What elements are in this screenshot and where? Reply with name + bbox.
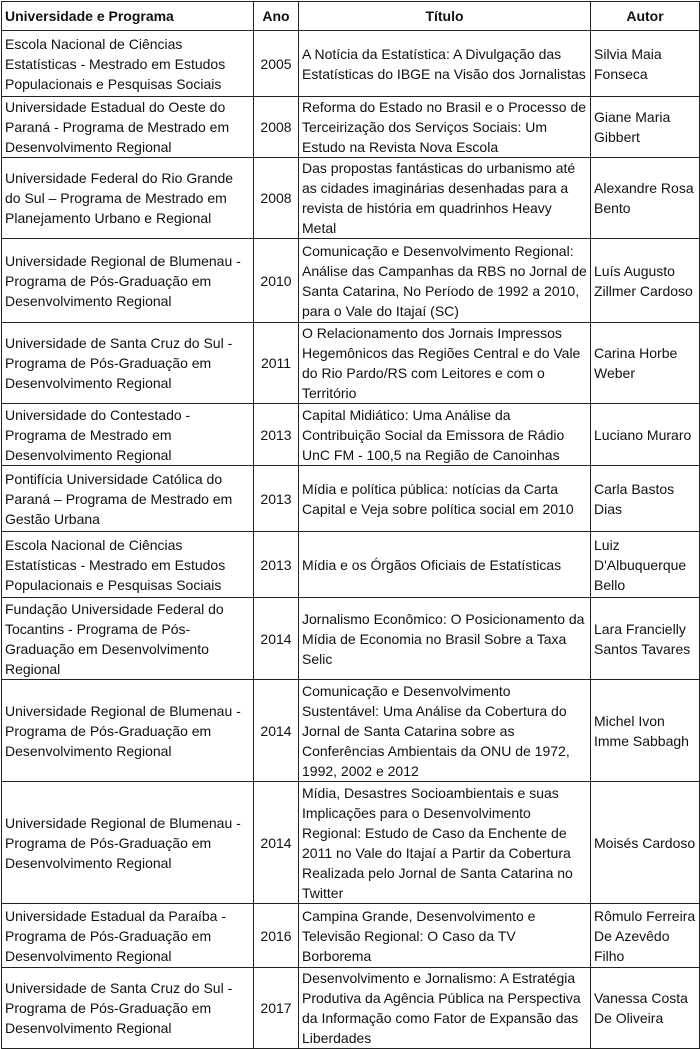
cell-titulo: Mídia e os Órgãos Oficiais de Estatísticas	[299, 532, 591, 598]
cell-ano: 2014	[254, 782, 299, 904]
cell-titulo: Mídia e política pública: notícias da Carta Capital e Veja sobre política social em 2010	[299, 466, 591, 532]
cell-universidade: Fundação Universidade Federal do Tocantins - Programa de Pós-Graduação em Desenvolvimento Regional	[2, 598, 254, 680]
table-row	[2, 158, 700, 239]
cell-autor: Michel Ivon Imme Sabbagh	[591, 680, 700, 782]
cell-titulo: Das propostas fantásticas do urbanismo até as cidades imaginárias desenhadas para a revista de história em quadrinhos Heavy Metal	[299, 158, 591, 239]
cell-autor: Luciano Muraro	[591, 404, 700, 466]
cell-universidade: Universidade Regional de Blumenau - Programa de Pós-Graduação em Desenvolvimento Regional	[2, 680, 254, 782]
table-row	[2, 97, 700, 158]
cell-universidade: Universidade do Contestado - Programa de Mestrado em Desenvolvimento Regional	[2, 404, 254, 466]
cell-autor: Luís Augusto Zillmer Cardoso	[591, 239, 700, 323]
cell-autor: Alexandre Rosa Bento	[591, 158, 700, 239]
header-row	[2, 2, 700, 31]
cell-titulo: Campina Grande, Desenvolvimento e Televisão Regional: O Caso da TV Borborema	[299, 904, 591, 968]
cell-universidade: Universidade de Santa Cruz do Sul - Programa de Pós-Graduação em Desenvolvimento Regional	[2, 968, 254, 1049]
cell-ano: 2013	[254, 404, 299, 466]
table-row	[2, 31, 700, 97]
cell-titulo: O Relacionamento dos Jornais Impressos Hegemônicos das Regiões Central e do Vale do Rio Pardo/RS com Leitores e com o Território	[299, 323, 591, 404]
cell-ano: 2014	[254, 598, 299, 680]
cell-autor: Moisés Cardoso	[591, 782, 700, 904]
table-row	[2, 968, 700, 1049]
header-titulo: Título	[299, 2, 591, 31]
cell-autor: Vanessa Costa De Oliveira	[591, 968, 700, 1049]
cell-ano: 2010	[254, 239, 299, 323]
cell-universidade: Universidade Regional de Blumenau - Programa de Pós-Graduação em Desenvolvimento Regional	[2, 782, 254, 904]
cell-autor: Carla Bastos Dias	[591, 466, 700, 532]
cell-titulo: Capital Midiático: Uma Análise da Contribuição Social da Emissora de Rádio UnC FM - 100,5 na Região de Canoinhas	[299, 404, 591, 466]
cell-ano: 2008	[254, 158, 299, 239]
cell-autor: Silvia Maia Fonseca	[591, 31, 700, 97]
cell-autor: Rômulo Ferreira De Azevêdo Filho	[591, 904, 700, 968]
header-universidade: Universidade e Programa	[2, 2, 254, 31]
table-row	[2, 680, 700, 782]
cell-autor: Lara Francielly Santos Tavares	[591, 598, 700, 680]
table-row	[2, 782, 700, 904]
cell-ano: 2005	[254, 31, 299, 97]
cell-universidade: Universidade de Santa Cruz do Sul - Programa de Pós-Graduação em Desenvolvimento Regional	[2, 323, 254, 404]
table-row	[2, 532, 700, 598]
table-row	[2, 239, 700, 323]
header-ano: Ano	[254, 2, 299, 31]
cell-ano: 2014	[254, 680, 299, 782]
header-autor: Autor	[591, 2, 700, 31]
cell-autor: Carina Horbe Weber	[591, 323, 700, 404]
cell-ano: 2011	[254, 323, 299, 404]
cell-titulo: Reforma do Estado no Brasil e o Processo de Terceirização dos Serviços Sociais: Um Estudo na Revista Nova Escola	[299, 97, 591, 158]
table-row	[2, 466, 700, 532]
cell-autor: Luiz D'Albuquerque Bello	[591, 532, 700, 598]
cell-ano: 2016	[254, 904, 299, 968]
cell-universidade: Universidade Estadual da Paraíba - Programa de Pós-Graduação em Desenvolvimento Regional	[2, 904, 254, 968]
cell-titulo: Jornalismo Econômico: O Posicionamento da Mídia de Economia no Brasil Sobre a Taxa Selic	[299, 598, 591, 680]
cell-titulo: Mídia, Desastres Socioambientais e suas Implicações para o Desenvolvimento Regional: Estudo de Caso da Enchente de 2011 no Vale do Itajaí a Partir da Cobertura Realizada pelo Jornal de Santa Catarina no Twitter	[299, 782, 591, 904]
cell-ano: 2013	[254, 532, 299, 598]
cell-autor: Giane Maria Gibbert	[591, 97, 700, 158]
cell-titulo: Comunicação e Desenvolvimento Sustentável: Uma Análise da Cobertura do Jornal de Santa Catarina sobre as Conferências Ambientais da ONU de 1972, 1992, 2002 e 2012	[299, 680, 591, 782]
cell-ano: 2008	[254, 97, 299, 158]
cell-universidade: Pontifícia Universidade Católica do Paraná – Programa de Mestrado em Gestão Urbana	[2, 466, 254, 532]
cell-universidade: Escola Nacional de Ciências Estatísticas - Mestrado em Estudos Populacionais e Pesquisas Sociais	[2, 31, 254, 97]
table-row	[2, 323, 700, 404]
table-row	[2, 598, 700, 680]
cell-titulo: Comunicação e Desenvolvimento Regional: Análise das Campanhas da RBS no Jornal de Santa Catarina, No Período de 1992 a 2010, para o Vale do Itajaí (SC)	[299, 239, 591, 323]
cell-titulo: Desenvolvimento e Jornalismo: A Estratégia Produtiva da Agência Pública na Perspectiva da Informação como Fator de Expansão das Liberdades	[299, 968, 591, 1049]
cell-titulo: A Notícia da Estatística: A Divulgação das Estatísticas do IBGE na Visão dos Jornalistas	[299, 31, 591, 97]
table-row	[2, 404, 700, 466]
cell-universidade: Escola Nacional de Ciências Estatísticas - Mestrado em Estudos Populacionais e Pesquisas Sociais	[2, 532, 254, 598]
cell-ano: 2017	[254, 968, 299, 1049]
cell-ano: 2013	[254, 466, 299, 532]
thesis-table	[1, 1, 700, 1049]
cell-universidade: Universidade Regional de Blumenau - Programa de Pós-Graduação em Desenvolvimento Regional	[2, 239, 254, 323]
cell-universidade: Universidade Estadual do Oeste do Paraná - Programa de Mestrado em Desenvolvimento Regional	[2, 97, 254, 158]
cell-universidade: Universidade Federal do Rio Grande do Sul – Programa de Mestrado em Planejamento Urbano e Regional	[2, 158, 254, 239]
table-row	[2, 904, 700, 968]
